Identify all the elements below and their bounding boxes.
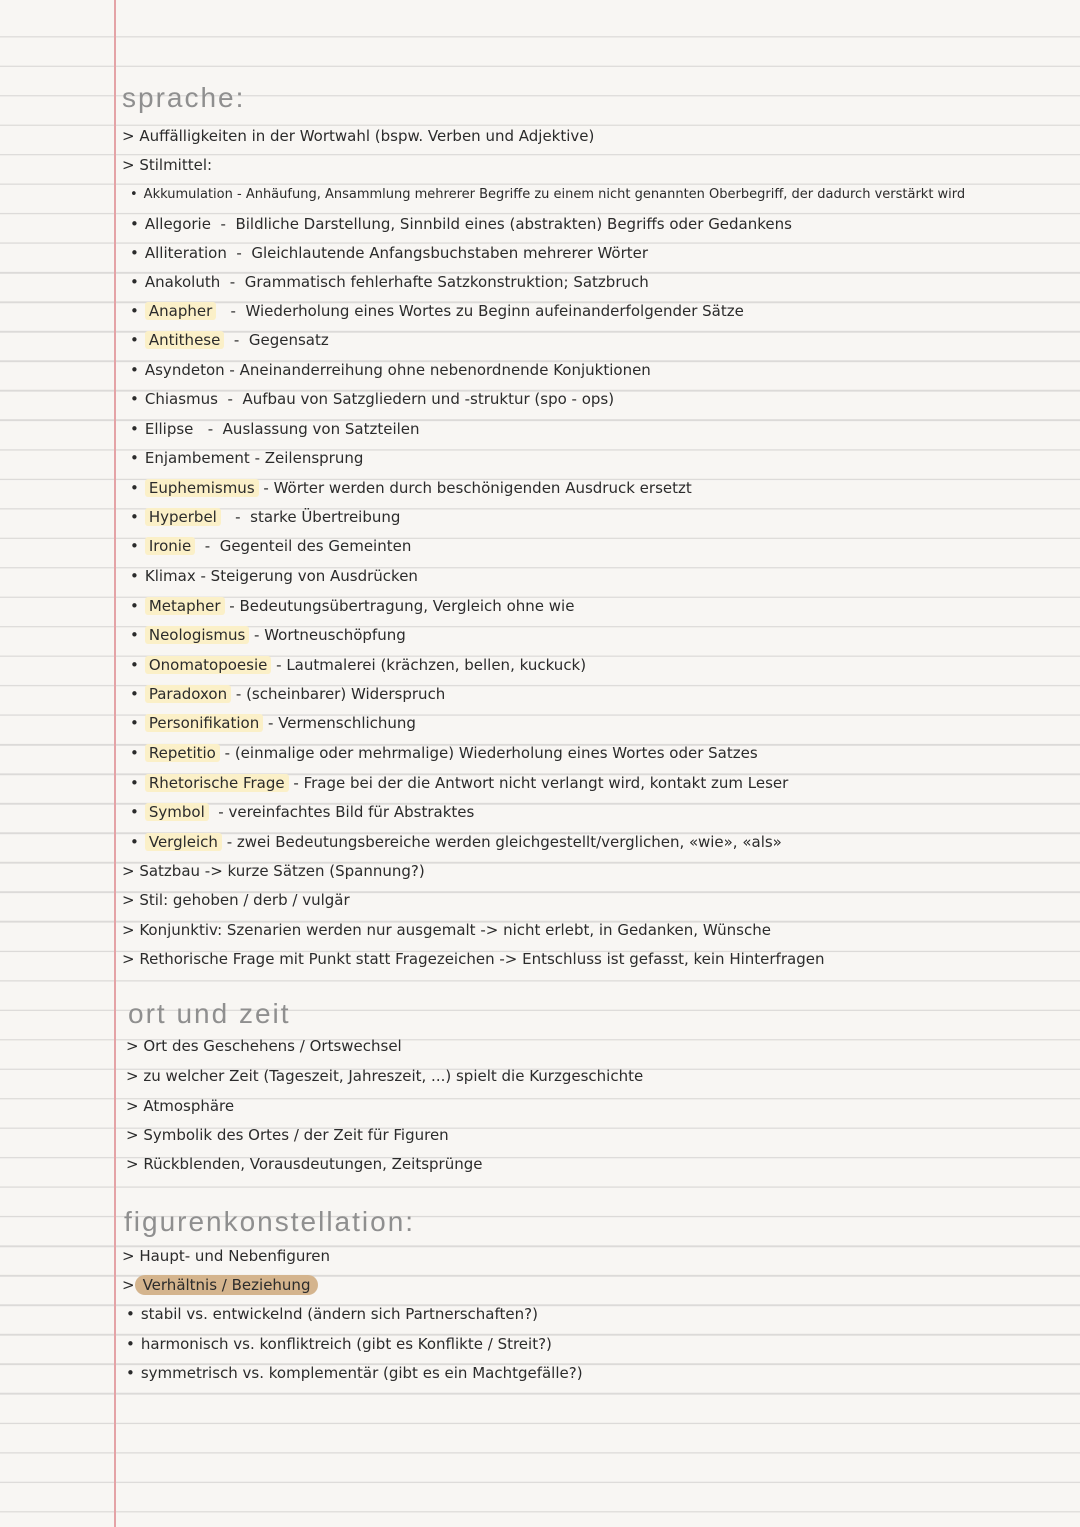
device-item: • Rhetorische Frage - Frage bei der die Antwort nicht verlangt wird, kontakt zum Leser	[130, 774, 788, 792]
device-item: • Antithese - Gegensatz	[130, 331, 329, 349]
device-item: • Symbol - vereinfachtes Bild für Abstraktes	[130, 803, 474, 821]
ort-item: > zu welcher Zeit (Tageszeit, Jahreszeit, ...) spielt die Kurzgeschichte	[126, 1067, 644, 1085]
device-item: • Euphemismus - Wörter werden durch beschönigenden Ausdruck ersetzt	[130, 479, 692, 497]
device-item: • Paradoxon - (scheinbarer) Widerspruch	[130, 685, 445, 703]
heading-sprache: sprache:	[122, 82, 246, 113]
device-item: • Anakoluth - Grammatisch fehlerhafte Satzkonstruktion; Satzbruch	[130, 273, 649, 291]
sprache-outro-2: > Stil: gehoben / derb / vulgär	[122, 891, 350, 909]
device-item: • Alliteration - Gleichlautende Anfangsbuchstaben mehrerer Wörter	[130, 244, 648, 262]
sprache-outro-4: > Rethorische Frage mit Punkt statt Fragezeichen -> Entschluss ist gefasst, kein Hinterfragen	[122, 950, 825, 968]
device-item: • Ellipse - Auslassung von Satzteilen	[130, 420, 420, 438]
device-item: • Akkumulation - Anhäufung, Ansammlung mehrerer Begriffe zu einem nicht genannten Oberbegriff, der dadurch verstärkt wird	[130, 186, 965, 204]
sprache-intro-2: > Stilmittel:	[122, 156, 213, 174]
device-item: • Anapher - Wiederholung eines Wortes zu Beginn aufeinanderfolgender Sätze	[130, 302, 744, 320]
sprache-intro-1: > Auffälligkeiten in der Wortwahl (bspw. Verben und Adjektive)	[122, 127, 595, 145]
heading-figurenkonstellation: figurenkonstellation:	[124, 1206, 416, 1237]
device-item: • Chiasmus - Aufbau von Satzgliedern und -struktur (spo - ops)	[130, 390, 614, 408]
device-item: • Hyperbel - starke Übertreibung	[130, 508, 400, 526]
device-item: • Vergleich - zwei Bedeutungsbereiche werden gleichgestellt/verglichen, «wie», «als»	[130, 833, 782, 851]
margin-line	[114, 0, 116, 1527]
figuren-item: > Haupt- und Nebenfiguren	[122, 1247, 330, 1265]
device-item: • Asyndeton - Aneinanderreihung ohne nebenordnende Konjuktionen	[130, 361, 651, 379]
device-item: • Onomatopoesie - Lautmalerei (krächzen, bellen, kuckuck)	[130, 656, 586, 674]
device-item: • Personifikation - Vermenschlichung	[130, 714, 416, 732]
ort-item: > Atmosphäre	[126, 1097, 235, 1115]
device-item: • Repetitio - (einmalige oder mehrmalige) Wiederholung eines Wortes oder Satzes	[130, 744, 758, 762]
ort-item: > Rückblenden, Vorausdeutungen, Zeitsprünge	[126, 1155, 483, 1173]
figuren-bullet: • stabil vs. entwickelnd (ändern sich Partnerschaften?)	[126, 1305, 538, 1323]
ort-item: > Symbolik des Ortes / der Zeit für Figuren	[126, 1126, 449, 1144]
device-item: • Klimax - Steigerung von Ausdrücken	[130, 567, 418, 585]
figuren-item-highlight: > Verhältnis / Beziehung	[122, 1276, 318, 1294]
device-item: • Allegorie - Bildliche Darstellung, Sinnbild eines (abstrakten) Begriffs oder Gedankens	[130, 215, 792, 233]
device-item: • Neologismus - Wortneuschöpfung	[130, 626, 406, 644]
sprache-outro-1: > Satzbau -> kurze Sätzen (Spannung?)	[122, 862, 425, 880]
device-item: • Metapher - Bedeutungsübertragung, Vergleich ohne wie	[130, 597, 574, 615]
device-item: • Ironie - Gegenteil des Gemeinten	[130, 537, 411, 555]
device-item: • Enjambement - Zeilensprung	[130, 449, 363, 467]
heading-ort-zeit: ort und zeit	[128, 998, 291, 1029]
figuren-bullet: • harmonisch vs. konfliktreich (gibt es Konflikte / Streit?)	[126, 1335, 552, 1353]
sprache-outro-3: > Konjunktiv: Szenarien werden nur ausgemalt -> nicht erlebt, in Gedanken, Wünsche	[122, 921, 771, 939]
ort-item: > Ort des Geschehens / Ortswechsel	[126, 1037, 402, 1055]
figuren-bullet: • symmetrisch vs. komplementär (gibt es ein Machtgefälle?)	[126, 1364, 583, 1382]
